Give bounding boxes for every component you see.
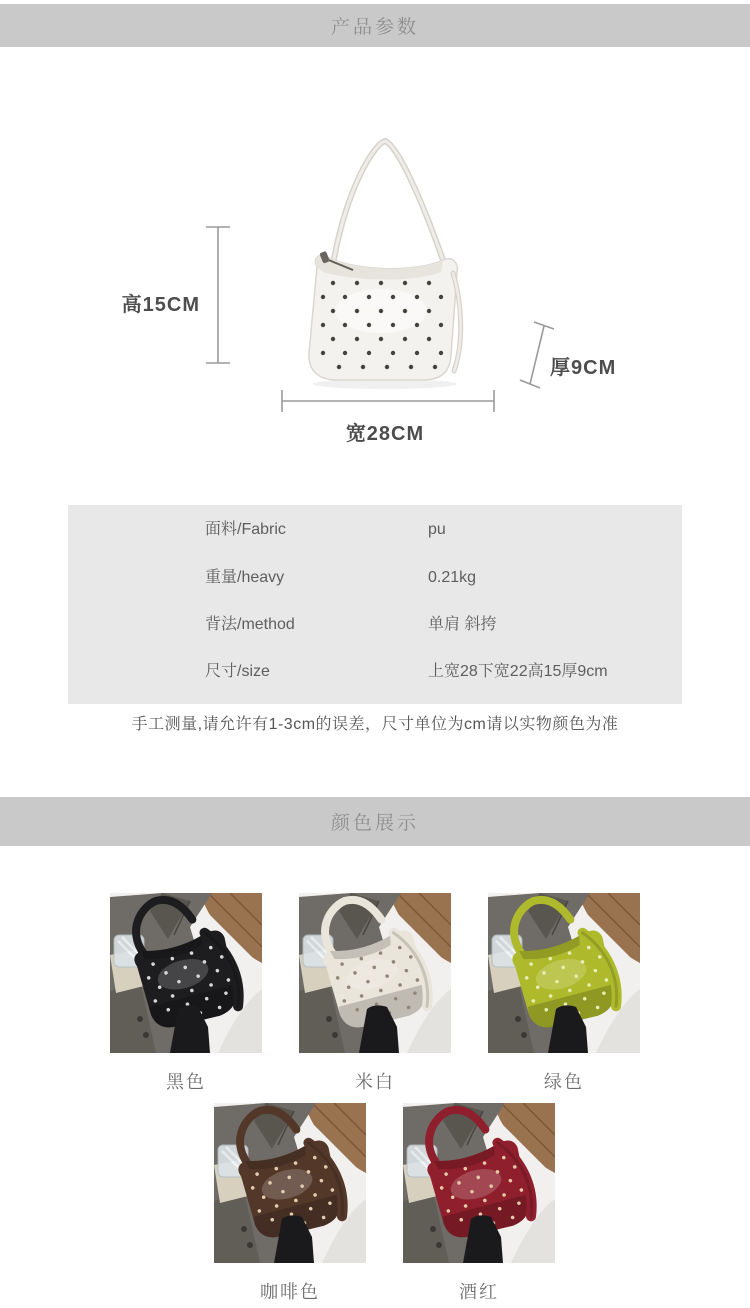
spec-label: 重量/heavy [205,569,285,586]
color-tile-winered [403,1103,555,1304]
color-tile-green [488,893,640,1094]
color-tile-offwhite [299,893,451,1094]
width-measure-line [276,388,500,414]
height-measure-line [204,221,232,369]
section-title: 颜色展示 [330,813,419,834]
bag-photo-green [488,893,640,1053]
bag-photo-black [110,893,262,1053]
table-row [68,615,682,635]
spec-label: 面料/Fabric [205,521,286,538]
spec-value: 单肩 斜挎 [428,616,497,633]
spec-value: pu [428,521,446,538]
spec-value: 0.21kg [428,569,477,586]
color-tile-coffee [214,1103,366,1304]
color-label: 酒红 [459,1282,499,1302]
section-header-colors [0,797,750,846]
color-label: 咖啡色 [260,1282,320,1302]
table-row [68,520,682,540]
color-tile-black [110,893,262,1094]
thickness-dimension-label: 厚9CM [550,357,617,379]
color-label: 绿色 [544,1072,584,1092]
spec-label: 背法/method [205,616,295,633]
spec-label: 尺寸/size [205,663,270,680]
color-label: 黑色 [166,1072,206,1092]
bag-photo-winered [403,1103,555,1263]
section-header-parameters [0,4,750,47]
bag-photo-coffee [214,1103,366,1263]
spec-value: 上宽28下宽22高15厚9cm [428,663,608,680]
color-label: 米白 [355,1072,395,1092]
section-title: 产品参数 [330,17,419,38]
height-dimension-label: 高15CM [121,294,200,316]
main-product-image [293,131,477,395]
measurement-note: 手工测量,请允许有1-3cm的误差，尺寸单位为cm请以实物颜色为准 [131,716,619,733]
table-row [68,568,682,588]
table-row [68,662,682,682]
spec-table [68,505,682,704]
width-dimension-label: 宽28CM [345,423,425,445]
bag-photo-offwhite [299,893,451,1053]
